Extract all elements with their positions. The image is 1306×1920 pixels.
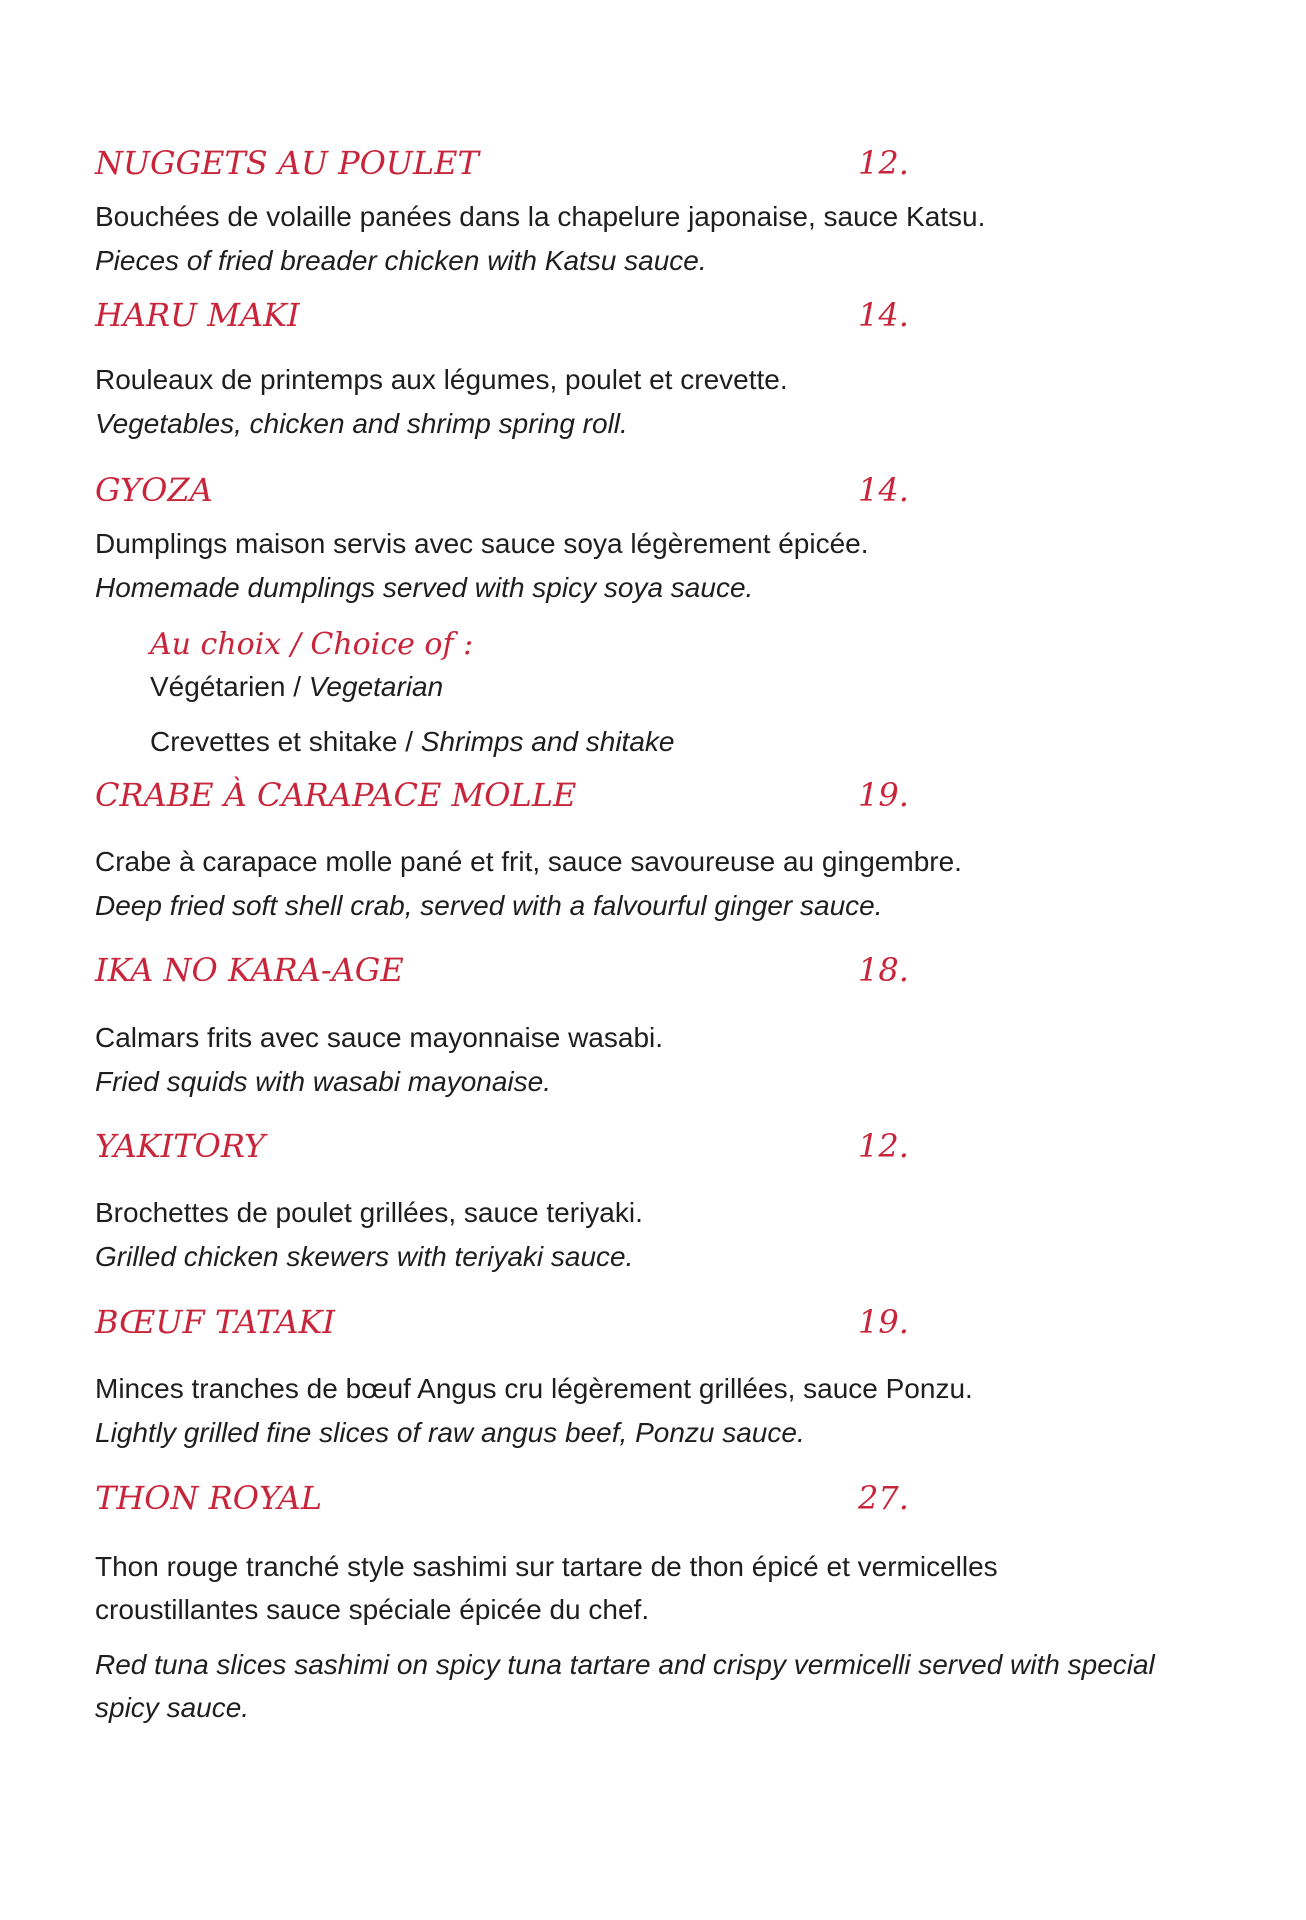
item-title: GYOZA	[95, 471, 213, 509]
item-title: YAKITORY	[95, 1127, 266, 1165]
item-description-fr: Crabe à carapace molle pané et frit, sauce savoureuse au gingembre.	[95, 846, 962, 877]
choice-option-fr: Végétarien /	[150, 671, 309, 702]
item-title: BŒUF TATAKI	[95, 1303, 336, 1341]
choice-option-en: Vegetarian	[308, 671, 444, 702]
item-description-fr: Minces tranches de bœuf Angus cru légèrement grillées, sauce Ponzu.	[95, 1373, 973, 1404]
item-price: 14.	[858, 296, 909, 334]
item-description-fr: Thon rouge tranché style sashimi sur tartare de thon épicé et vermicelles croustillantes sauce spéciale épicée du chef.	[95, 1551, 998, 1625]
item-price: 19.	[858, 776, 909, 814]
choice-option-fr: Crevettes et shitake /	[150, 726, 421, 757]
item-title: THON ROYAL	[95, 1479, 322, 1517]
item-description-fr: Calmars frits avec sauce mayonnaise wasabi.	[95, 1022, 664, 1053]
item-description-en: Red tuna slices sashimi on spicy tuna tartare and crispy vermicelli served with special spicy sauce.	[95, 1649, 1155, 1723]
item-description-en: Grilled chicken skewers with teriyaki sauce.	[95, 1241, 634, 1272]
item-title: NUGGETS AU POULET	[95, 144, 479, 182]
item-description-en: Homemade dumplings served with spicy soya sauce.	[95, 572, 754, 603]
item-title: HARU MAKI	[95, 296, 300, 334]
item-description-en: Pieces of fried breader chicken with Katsu sauce.	[95, 245, 707, 276]
item-title: CRABE À CARAPACE MOLLE	[95, 776, 577, 814]
item-price: 18.	[858, 951, 909, 989]
item-description-en: Fried squids with wasabi mayonaise.	[95, 1066, 551, 1097]
item-price: 12.	[858, 144, 909, 182]
item-description-fr: Rouleaux de printemps aux légumes, poulet et crevette.	[95, 364, 788, 395]
item-description-fr: Dumplings maison servis avec sauce soya légèrement épicée.	[95, 528, 869, 559]
item-description-fr: Brochettes de poulet grillées, sauce teriyaki.	[95, 1197, 643, 1228]
item-price: 14.	[858, 471, 909, 509]
item-price: 27.	[858, 1479, 909, 1517]
choice-option	[150, 670, 443, 704]
item-description-en: Lightly grilled fine slices of raw angus beef, Ponzu sauce.	[95, 1417, 805, 1448]
item-description-en: Vegetables, chicken and shrimp spring roll.	[95, 408, 628, 439]
choice-option-en: Shrimps and shitake	[420, 726, 675, 757]
item-title: IKA NO KARA-AGE	[95, 951, 404, 989]
item-description-en: Deep fried soft shell crab, served with a falvourful ginger sauce.	[95, 890, 883, 921]
item-description-fr: Bouchées de volaille panées dans la chapelure japonaise, sauce Katsu.	[95, 201, 986, 232]
item-price: 12.	[858, 1127, 909, 1165]
choice-option	[150, 725, 674, 759]
choice-heading: Au choix / Choice of :	[150, 627, 474, 662]
item-price: 19.	[858, 1303, 909, 1341]
